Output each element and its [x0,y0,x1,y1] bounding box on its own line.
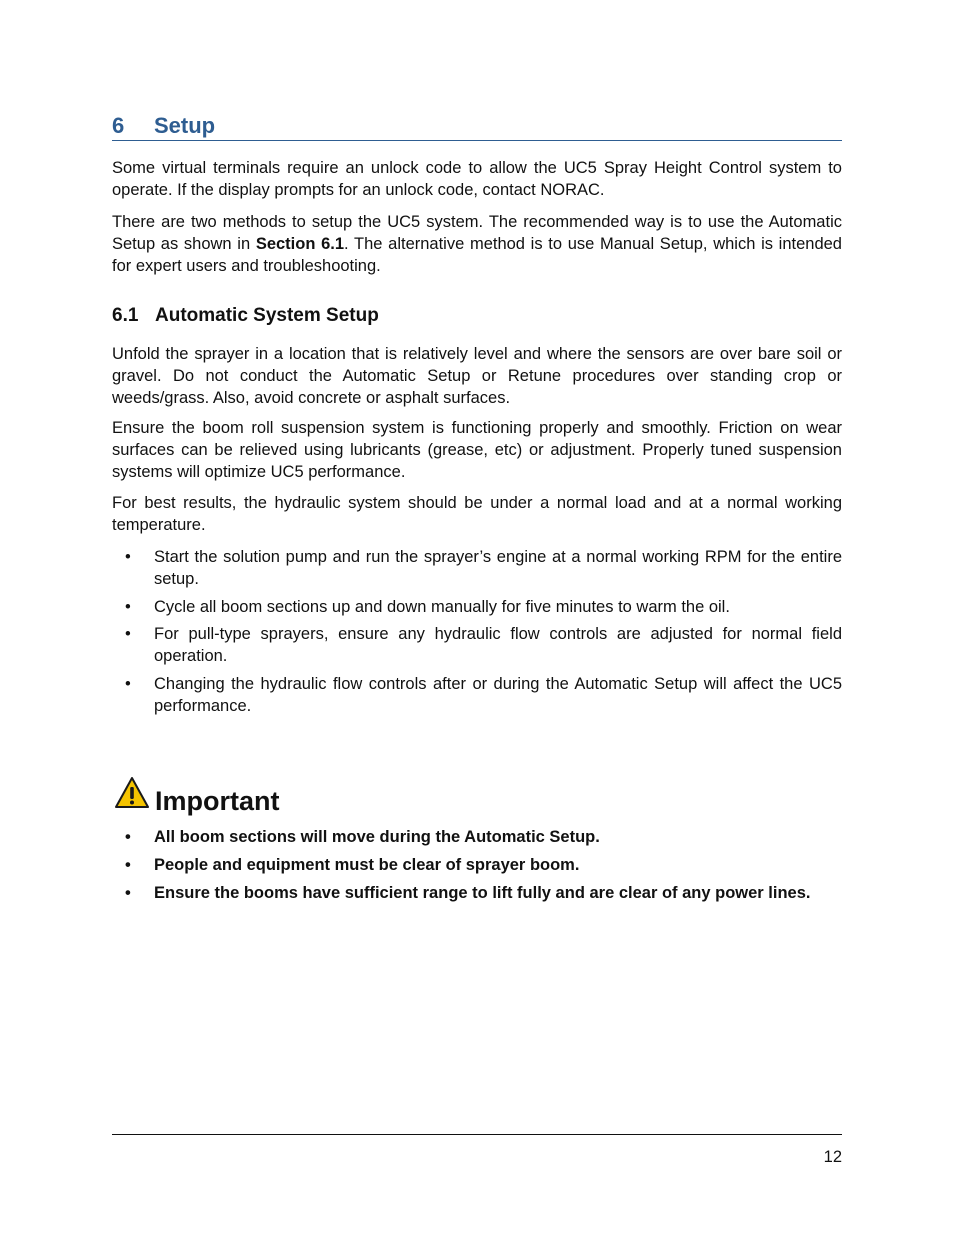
setup-paragraph-2: Ensure the boom roll suspension system is functioning properly and smoothly. Friction on wear surfaces can be relieved using lubricants (grease, etc) or adjustment. Properly tuned suspension systems will optimize UC5 performance. [112,419,842,481]
bullet-icon: • [125,625,131,643]
section-heading [112,112,842,141]
page-number: 12 [823,1148,842,1166]
setup-paragraph-1: Unfold the sprayer in a location that is relatively level and where the sensors are over bare soil or gravel. Do not conduct the Automatic Setup or Retune procedures over standing crop or weeds/grass. Also, avoid concrete or asphalt surfaces. [112,345,842,407]
list-item-text: Start the solution pump and run the sprayer’s engine at a normal working RPM for the entire setup. [154,548,842,588]
intro-paragraph-2 [112,211,842,277]
section-reference-link[interactable]: Section 6.1 [255,235,345,253]
bullet-icon: • [125,675,131,693]
list-item-text: For pull-type sprayers, ensure any hydraulic flow controls are adjusted for normal field operation. [154,625,842,665]
bullet-icon: • [125,548,131,566]
footer-divider [112,1134,842,1135]
list-item [112,882,842,904]
list-item-text: Ensure the booms have sufficient range to lift fully and are clear of any power lines. [154,884,811,902]
list-item [112,826,842,848]
list-item [112,673,842,717]
section-title: Setup [154,113,216,138]
important-callout [112,776,512,816]
bullet-icon: • [125,884,131,902]
list-item-text: Cycle all boom sections up and down manually for five minutes to warm the oil. [154,598,730,616]
subsection-number: 6.1 [112,305,139,326]
warning-triangle-icon [114,776,150,810]
list-item [112,596,842,618]
list-item-text: All boom sections will move during the Automatic Setup. [154,828,600,846]
intro-p2-after: . The alternative method is to use Manual Setup, which is intended for expert users and troubleshooting. [112,235,842,275]
setup-paragraph-3: For best results, the hydraulic system should be under a normal load and at a normal working temperature. [112,494,842,534]
list-item [112,854,842,876]
list-item-text: People and equipment must be clear of sprayer boom. [154,856,580,874]
intro-paragraph-1: Some virtual terminals require an unlock code to allow the UC5 Spray Height Control system to operate. If the display prompts for an unlock code, contact NORAC. [112,159,842,199]
section-number: 6 [112,113,125,138]
important-label: Important [155,786,280,816]
intro-p2-before: There are two methods to setup the UC5 system. The recommended way is to use the Automatic Setup as shown in [112,213,842,253]
bullet-icon: • [125,598,131,616]
list-item-text: Changing the hydraulic flow controls after or during the Automatic Setup will affect the UC5 performance. [154,675,842,715]
list-item [112,546,842,590]
bullet-icon: • [125,856,131,874]
subsection-heading [112,303,379,329]
list-item [112,623,842,667]
bullet-icon: • [125,828,131,846]
subsection-title: Automatic System Setup [155,305,379,326]
